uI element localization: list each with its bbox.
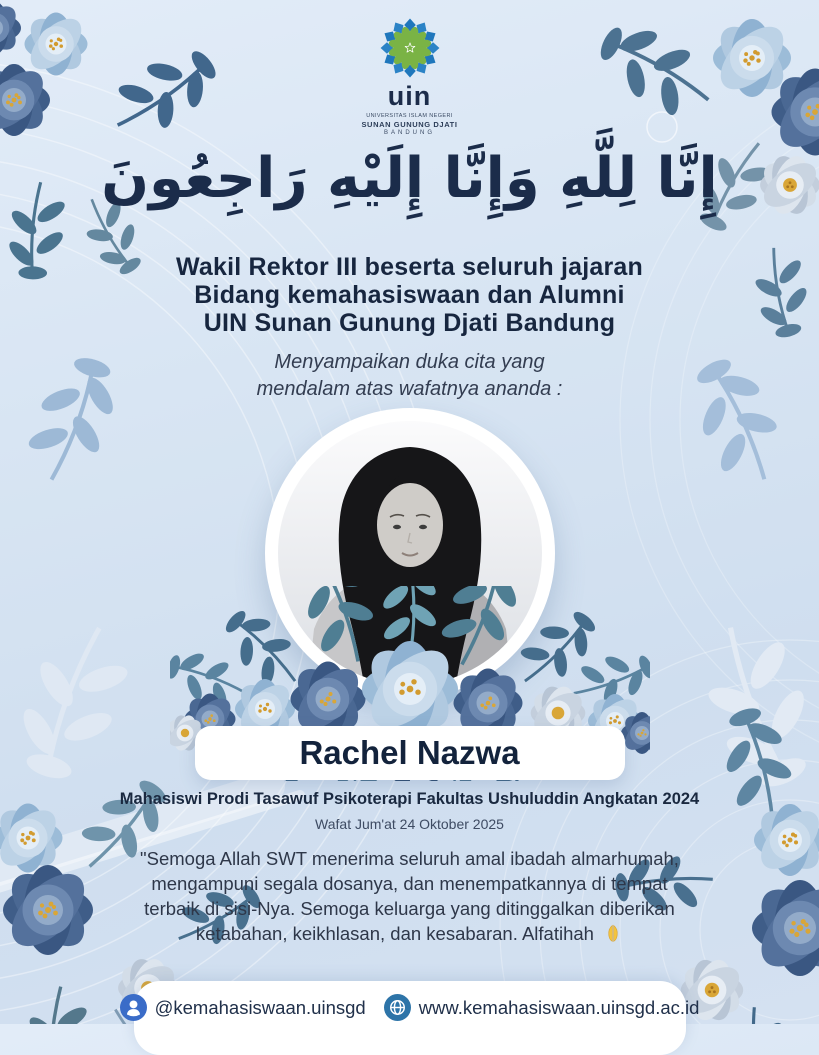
praying-hands-emoji — [603, 923, 623, 943]
heading-line: UIN Sunan Gunung Djati Bandung — [203, 309, 616, 337]
death-date: Wafat Jum'at 24 Oktober 2025 — [315, 816, 504, 832]
subtitle-line: mendalam atas wafatnya ananda : — [256, 378, 563, 400]
announcement-heading — [0, 253, 819, 337]
condolence-subtitle — [0, 349, 819, 403]
footer-contact-bar — [134, 981, 700, 1055]
uin-logo-wordmark: uin — [387, 81, 432, 111]
uin-flower-logo-icon — [378, 16, 442, 80]
person-icon — [120, 994, 147, 1021]
condolence-message-text: "Semoga Allah SWT menerima seluruh amal ibadah almarhumah, mengampuni segala dosanya, dan menempatkannya di tempat terbaik di sisi-Nya. Semoga keluarga yang ditinggalkan diberikan ketabahan, keikhlasan, dan kesabaran. Alfatihah — [140, 848, 679, 944]
heading-line: Wakil Rektor III beserta seluruh jajaran — [176, 253, 643, 281]
heading-line: Bidang kemahasiswaan dan Alumni — [194, 281, 625, 309]
instagram-handle-text: @kemahasiswaan.uinsgd — [154, 996, 366, 1018]
website-text: www.kemahasiswaan.uinsgd.ac.id — [418, 996, 700, 1018]
website-link — [384, 994, 700, 1021]
subtitle-line: Menyampaikan duka cita yang — [274, 351, 545, 373]
deceased-program: Mahasiswi Prodi Tasawuf Psikoterapi Fakultas Ushuluddin Angkatan 2024 — [119, 790, 700, 808]
deceased-name: Rachel Nazwa — [299, 734, 520, 771]
deceased-name-badge — [195, 726, 625, 780]
university-name-line2: SUNAN GUNUNG DJATI — [361, 120, 458, 130]
university-name-line3: BANDUNG — [383, 129, 435, 136]
university-name-line1: UNIVERSITAS ISLAM NEGERI — [366, 113, 453, 119]
globe-icon — [384, 994, 411, 1021]
arabic-calligraphy: إِنَّا لِلَّهِ وَإِنَّا إِلَيْهِ رَاجِعُونَ — [101, 145, 718, 211]
instagram-handle — [120, 994, 366, 1021]
condolence-message — [136, 846, 684, 946]
